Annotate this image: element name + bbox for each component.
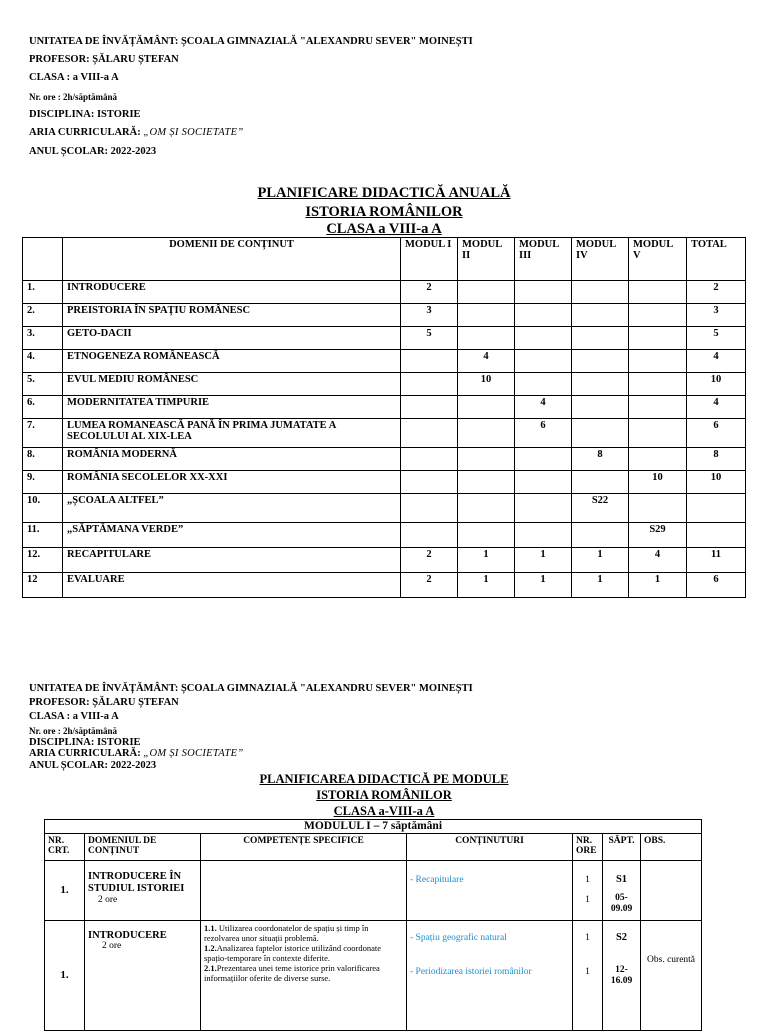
row-number: 12. xyxy=(23,548,63,573)
cell-m2 xyxy=(458,396,515,419)
cell-total: 10 xyxy=(687,373,746,396)
cell-m4 xyxy=(572,327,629,350)
cell-m3 xyxy=(515,448,572,471)
cell-m4 xyxy=(572,419,629,448)
cell-m1 xyxy=(401,448,458,471)
table-row xyxy=(45,860,702,920)
cell-m2 xyxy=(458,471,515,494)
cell-m3 xyxy=(515,281,572,304)
cell-m2 xyxy=(458,304,515,327)
row-domain: EVALUARE xyxy=(63,573,401,598)
table-row xyxy=(23,573,746,598)
teacher: PROFESOR: ȘĂLARU ȘTEFAN xyxy=(29,54,179,65)
table-header-row xyxy=(23,238,746,281)
row-number: 6. xyxy=(23,396,63,419)
row-hours: 1 1 xyxy=(573,860,603,920)
row-content: - Spațiu geografic natural - Periodizarea istoriei românilor xyxy=(407,920,573,1030)
cell-m2 xyxy=(458,494,515,523)
row-number: 3. xyxy=(23,327,63,350)
cell-total: 5 xyxy=(687,327,746,350)
cell-m5 xyxy=(629,373,687,396)
cell-m5 xyxy=(629,396,687,419)
table-row xyxy=(23,448,746,471)
row-number: 2. xyxy=(23,304,63,327)
header-domain: DOMENIUL DE CONȚINUT xyxy=(85,833,201,860)
discipline-2: DISCIPLINA: ISTORIE xyxy=(29,737,141,748)
hours-per-week: Nr. ore : 2h/săptămână xyxy=(29,92,118,102)
cell-m5 xyxy=(629,304,687,327)
cell-m4 xyxy=(572,373,629,396)
row-domain: EVUL MEDIU ROMÂNESC xyxy=(63,373,401,396)
school-unit: UNITATEA DE ÎNVĂȚĂMÂNT: ȘCOALA GIMNAZIALĂ "ALEXANDRU SEVER" MOINEȘTI xyxy=(29,36,473,47)
row-number: 12 xyxy=(23,573,63,598)
cell-m3 xyxy=(515,350,572,373)
table-row xyxy=(23,494,746,523)
cell-m4 xyxy=(572,281,629,304)
annual-plan-title: PLANIFICARE DIDACTICĂ ANUALĂ xyxy=(257,185,511,201)
cell-m4: 1 xyxy=(572,548,629,573)
cell-total: 2 xyxy=(687,281,746,304)
cell-m2 xyxy=(458,327,515,350)
cell-m3: 4 xyxy=(515,396,572,419)
header-module-4: MODUL IV xyxy=(572,238,629,281)
module-title: MODULUL I – 7 săptămâni xyxy=(45,820,702,834)
cell-total xyxy=(687,523,746,548)
cell-total: 4 xyxy=(687,396,746,419)
table-row xyxy=(23,327,746,350)
row-nr: 1. xyxy=(45,860,85,920)
cell-total: 11 xyxy=(687,548,746,573)
cell-m1 xyxy=(401,523,458,548)
cell-total: 4 xyxy=(687,350,746,373)
cell-total: 6 xyxy=(687,419,746,448)
table-row xyxy=(23,471,746,494)
cell-m5 xyxy=(629,281,687,304)
row-number: 5. xyxy=(23,373,63,396)
cell-m2 xyxy=(458,523,515,548)
cell-m5: S29 xyxy=(629,523,687,548)
class: CLASA : a VIII-a A xyxy=(29,72,119,83)
cell-m2 xyxy=(458,419,515,448)
cell-m5: 10 xyxy=(629,471,687,494)
table-row xyxy=(45,920,702,1030)
row-competences xyxy=(201,860,407,920)
cell-m1: 5 xyxy=(401,327,458,350)
cell-m5 xyxy=(629,327,687,350)
row-nr: 1. xyxy=(45,920,85,1030)
module-header-row xyxy=(45,833,702,860)
table-row xyxy=(23,523,746,548)
teacher-2: PROFESOR: ȘĂLARU ȘTEFAN xyxy=(29,697,179,708)
header-hours: NR. ORE xyxy=(573,833,603,860)
curricular-area: ARIA CURRICULARĂ: „OM ȘI SOCIETATE” xyxy=(29,127,244,138)
cell-m1 xyxy=(401,350,458,373)
cell-m1: 3 xyxy=(401,304,458,327)
discipline: DISCIPLINA: ISTORIE xyxy=(29,109,141,120)
header-competences: COMPETENȚE SPECIFICE xyxy=(201,833,407,860)
header-domains: DOMENII DE CONȚINUT xyxy=(63,238,401,281)
annual-plan-table xyxy=(22,237,746,598)
module-title-row xyxy=(45,820,702,834)
module-plan-title: PLANIFICAREA DIDACTICĂ PE MODULE xyxy=(259,772,509,786)
cell-m4 xyxy=(572,396,629,419)
table-row xyxy=(23,350,746,373)
cell-total: 8 xyxy=(687,448,746,471)
cell-m2 xyxy=(458,281,515,304)
cell-m5 xyxy=(629,350,687,373)
cell-m5 xyxy=(629,448,687,471)
table-row xyxy=(23,304,746,327)
row-competences: 1.1. Utilizarea coordonatelor de spațiu și timp în rezolvarea unor situații problemă. 1.2.Analizarea faptelor istorice utilizând coordonate spațio-temporare în contexte diferite. 2.1.Prezentarea unei teme istorice prin valorificarea informațiilor oferite de diverse surse. xyxy=(201,920,407,1030)
module-plan-table xyxy=(44,819,702,1031)
cell-m3 xyxy=(515,304,572,327)
row-domain: ROMÂNIA MODERNĂ xyxy=(63,448,401,471)
row-week: S2 12-16.09 xyxy=(603,920,641,1030)
class-title-2: CLASA a-VIII-a A xyxy=(333,804,435,818)
row-number: 8. xyxy=(23,448,63,471)
row-domain: INTRODUCERE 2 ore xyxy=(85,920,201,1030)
row-number: 9. xyxy=(23,471,63,494)
cell-total: 10 xyxy=(687,471,746,494)
row-content: - Recapitulare xyxy=(407,860,573,920)
subject-title: ISTORIA ROMÂNILOR xyxy=(305,204,463,220)
school-year-2: ANUL ȘCOLAR: 2022-2023 xyxy=(29,760,157,771)
cell-m3 xyxy=(515,523,572,548)
cell-m2: 4 xyxy=(458,350,515,373)
row-domain: INTRODUCERE xyxy=(63,281,401,304)
row-domain: PREISTORIA ÎN SPAȚIU ROMÂNESC xyxy=(63,304,401,327)
cell-m2: 10 xyxy=(458,373,515,396)
curricular-area-2: ARIA CURRICULARĂ: „OM ȘI SOCIETATE” xyxy=(29,748,244,759)
table-row xyxy=(23,396,746,419)
header-module-2: MODUL II xyxy=(458,238,515,281)
cell-total: 3 xyxy=(687,304,746,327)
row-number: 7. xyxy=(23,419,63,448)
cell-m3 xyxy=(515,494,572,523)
cell-total xyxy=(687,494,746,523)
header-module-5: MODUL V xyxy=(629,238,687,281)
table-row xyxy=(23,419,746,448)
header-nr: NR. CRT. xyxy=(45,833,85,860)
cell-m4: S22 xyxy=(572,494,629,523)
cell-m1: 2 xyxy=(401,573,458,598)
subject-title-2: ISTORIA ROMÂNILOR xyxy=(316,788,452,802)
cell-m3 xyxy=(515,471,572,494)
class-2: CLASA : a VIII-a A xyxy=(29,711,119,722)
header-week: SĂPT. xyxy=(603,833,641,860)
row-number: 11. xyxy=(23,523,63,548)
header-total: TOTAL xyxy=(687,238,746,281)
cell-m2: 1 xyxy=(458,548,515,573)
hours-per-week-2: Nr. ore : 2h/săptămână xyxy=(29,726,118,736)
row-week: S1 05-09.09 xyxy=(603,860,641,920)
row-domain: „SĂPTĂMANA VERDE” xyxy=(63,523,401,548)
cell-m3: 1 xyxy=(515,548,572,573)
row-domain: MODERNITATEA TIMPURIE xyxy=(63,396,401,419)
header-module-3: MODUL III xyxy=(515,238,572,281)
row-number: 10. xyxy=(23,494,63,523)
row-hours: 1 1 xyxy=(573,920,603,1030)
row-number: 1. xyxy=(23,281,63,304)
cell-m1 xyxy=(401,396,458,419)
table-row xyxy=(23,373,746,396)
school-unit-2: UNITATEA DE ÎNVĂȚĂMÂNT: ȘCOALA GIMNAZIALĂ "ALEXANDRU SEVER" MOINEȘTI xyxy=(29,683,473,694)
cell-m4 xyxy=(572,304,629,327)
cell-m4: 1 xyxy=(572,573,629,598)
row-domain: „ȘCOALA ALTFEL” xyxy=(63,494,401,523)
cell-m3 xyxy=(515,327,572,350)
class-title: CLASA a VIII-a A xyxy=(326,221,442,237)
row-domain: RECAPITULARE xyxy=(63,548,401,573)
cell-m5 xyxy=(629,419,687,448)
cell-total: 6 xyxy=(687,573,746,598)
cell-m1: 2 xyxy=(401,281,458,304)
header-module-1: MODUL I xyxy=(401,238,458,281)
row-obs: Obs. curentă xyxy=(641,920,702,1030)
row-domain: INTRODUCERE ÎN STUDIUL ISTORIEI 2 ore xyxy=(85,860,201,920)
table-row xyxy=(23,548,746,573)
cell-m1: 2 xyxy=(401,548,458,573)
cell-m4 xyxy=(572,471,629,494)
cell-m5 xyxy=(629,494,687,523)
row-number: 4. xyxy=(23,350,63,373)
cell-m3: 6 xyxy=(515,419,572,448)
cell-m2 xyxy=(458,448,515,471)
cell-m4 xyxy=(572,350,629,373)
cell-m3: 1 xyxy=(515,573,572,598)
header-contents: CONȚINUTURI xyxy=(407,833,573,860)
table-row xyxy=(23,281,746,304)
cell-m1 xyxy=(401,494,458,523)
cell-m1 xyxy=(401,471,458,494)
row-domain: ROMÂNIA SECOLELOR XX-XXI xyxy=(63,471,401,494)
cell-m3 xyxy=(515,373,572,396)
row-domain: LUMEA ROMANEASCĂ PANĂ ÎN PRIMA JUMATATE A SECOLULUI AL XIX-LEA xyxy=(63,419,401,448)
row-domain: GETO-DACII xyxy=(63,327,401,350)
cell-m5: 4 xyxy=(629,548,687,573)
header-obs: OBS. xyxy=(641,833,702,860)
cell-m1 xyxy=(401,419,458,448)
cell-m2: 1 xyxy=(458,573,515,598)
row-obs xyxy=(641,860,702,920)
cell-m1 xyxy=(401,373,458,396)
cell-m4: 8 xyxy=(572,448,629,471)
cell-m5: 1 xyxy=(629,573,687,598)
row-domain: ETNOGENEZA ROMÂNEASCĂ xyxy=(63,350,401,373)
school-year: ANUL ȘCOLAR: 2022-2023 xyxy=(29,146,157,157)
cell-m4 xyxy=(572,523,629,548)
